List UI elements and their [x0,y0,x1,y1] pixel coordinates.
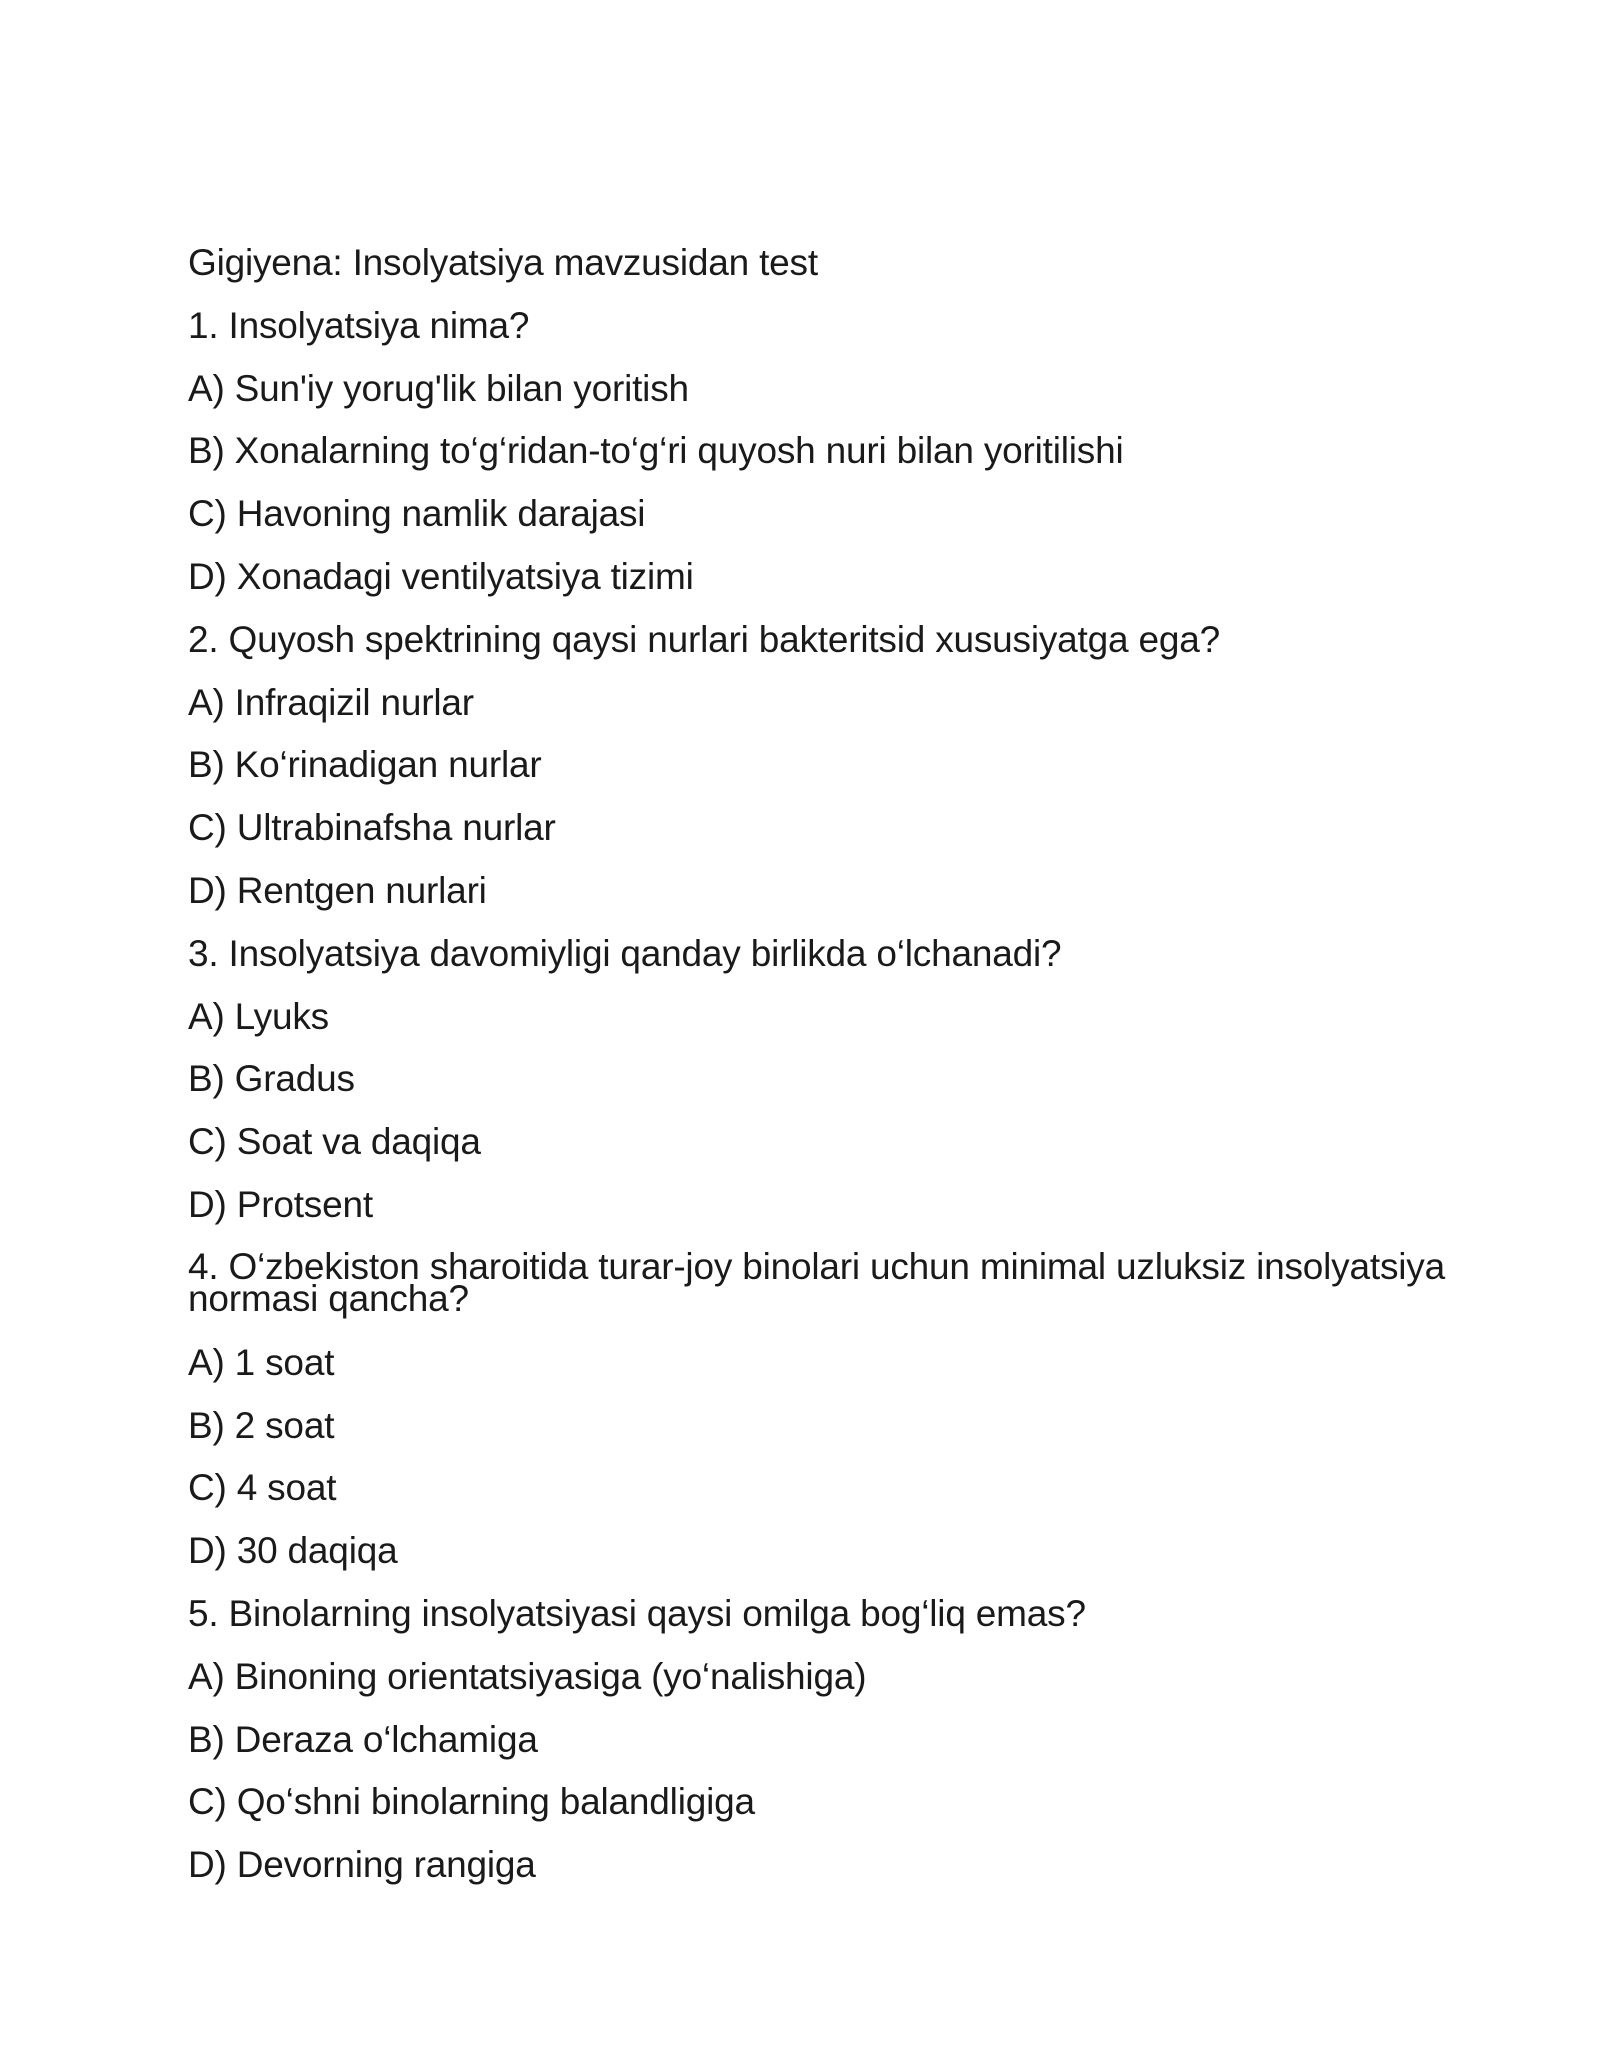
answer-option: C) Qo‘shni binolarning balandligiga [188,1781,755,1823]
answer-option: C) Soat va daqiqa [188,1121,481,1163]
answer-option: A) Binoning orientatsiyasiga (yo‘nalishiga) [188,1655,867,1697]
document-title: Gigiyena: Insolyatsiya mavzusidan test [188,242,818,283]
answer-option: B) Deraza o‘lchamiga [188,1718,538,1760]
answer-option: B) 2 soat [188,1404,335,1446]
answer-option: B) Xonalarning to‘g‘ridan-to‘g‘ri quyosh nuri bilan yoritilishi [188,430,1124,472]
answer-option: D) Xonadagi ventilyatsiya tizimi [188,555,694,597]
answer-option: D) Rentgen nurlari [188,869,487,911]
answer-option: A) Infraqizil nurlar [188,681,474,723]
answer-option: D) 30 daqiqa [188,1530,398,1572]
question-block-3 [188,923,1448,1237]
question-block-5 [188,1583,1448,1897]
answer-option: A) Sun'iy yorug'lik bilan yoritish [188,367,689,409]
question-text: 5. Binolarning insolyatsiyasi qaysi omilga bog‘liq emas? [188,1592,1086,1634]
question-text: 2. Quyosh spektrining qaysi nurlari bakteritsid xususiyatga ega? [188,618,1220,660]
answer-option: B) Gradus [188,1058,355,1100]
answer-option: B) Ko‘rinadigan nurlar [188,744,542,786]
question-block-4 [188,1237,1448,1583]
test-content [188,232,1448,1897]
question-text: 3. Insolyatsiya davomiyligi qanday birlikda o‘lchanadi? [188,932,1062,974]
question-text: 4. O‘zbekiston sharoitida turar-joy binolari uchun minimal uzluksiz insolyatsiya normasi qancha? [188,1245,1445,1319]
question-block-2 [188,609,1448,923]
answer-option: C) 4 soat [188,1467,337,1509]
answer-option: D) Protsent [188,1183,373,1225]
question-block-1 [188,295,1448,609]
answer-option: C) Ultrabinafsha nurlar [188,807,556,849]
answer-option: A) Lyuks [188,995,329,1037]
question-text: 1. Insolyatsiya nima? [188,304,530,346]
answer-option: A) 1 soat [188,1341,335,1383]
answer-option: C) Havoning namlik darajasi [188,493,646,535]
answer-option: D) Devorning rangiga [188,1844,536,1886]
